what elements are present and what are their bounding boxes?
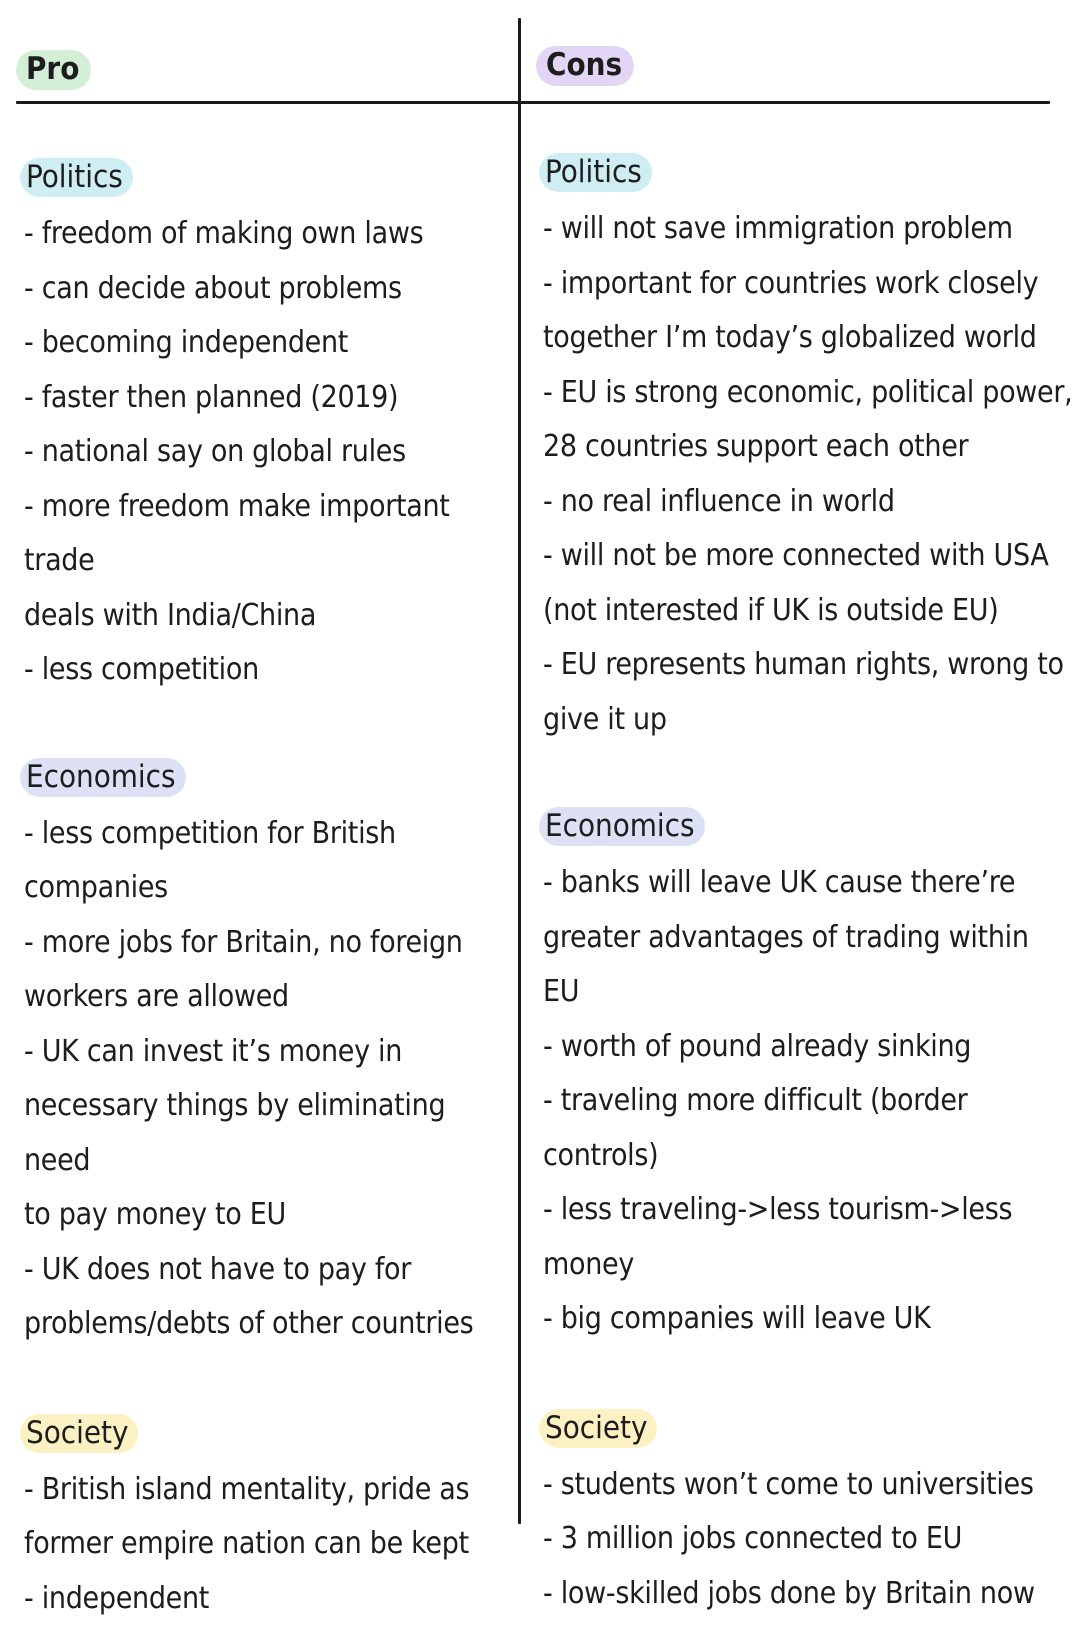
pro-column: [24, 158, 512, 1626]
pro-economics-section: [24, 758, 512, 1352]
bullet-line: - UK does not have to pay for: [24, 1243, 512, 1298]
cons-society-section: [543, 1409, 1073, 1622]
bullet-line: - EU represents human rights, wrong to: [543, 638, 1073, 693]
bullet-line: - traveling more difficult (border controls): [543, 1074, 1073, 1183]
bullet-line: money: [543, 1238, 1073, 1293]
cons-politics-section: [543, 153, 1073, 747]
bullet-line: - important for countries work closely: [543, 257, 1073, 312]
bullet-line: - freedom of making own laws: [24, 207, 512, 262]
bullet-line: - can decide about problems: [24, 262, 512, 317]
bullet-line: - faster then planned (2019): [24, 371, 512, 426]
pro-politics-title: Politics: [20, 158, 133, 197]
bullet-line: - no real influence in world: [543, 475, 1073, 530]
pro-economics-title: Economics: [20, 758, 186, 797]
bullet-line: - will not be more connected with USA: [543, 529, 1073, 584]
bullet-line: - becoming independent: [24, 316, 512, 371]
bullet-line: - British island mentality, pride as: [24, 1463, 512, 1518]
pro-politics-section: [24, 158, 512, 698]
pro-header: Pro: [16, 50, 91, 90]
pro-society-list: [24, 1463, 512, 1626]
bullet-line: - students won’t come to universities: [543, 1458, 1073, 1513]
bullet-line: - independent: [24, 1572, 512, 1626]
bullet-line: - big companies will leave UK: [543, 1292, 1073, 1347]
bullet-line: - will not save immigration problem: [543, 202, 1073, 257]
cons-economics-title: Economics: [539, 807, 705, 846]
bullet-line: - more jobs for Britain, no foreign: [24, 916, 512, 971]
cons-column: [543, 153, 1073, 1621]
bullet-line: problems/debts of other countries: [24, 1297, 512, 1352]
bullet-line: - less traveling->less tourism->less: [543, 1183, 1073, 1238]
bullet-line: - worth of pound already sinking: [543, 1020, 1073, 1075]
bullet-line: necessary things by eliminating need: [24, 1079, 512, 1188]
bullet-line: - low-skilled jobs done by Britain now: [543, 1567, 1073, 1622]
column-divider: [518, 18, 521, 1524]
bullet-line: give it up: [543, 693, 1073, 748]
cons-economics-list: [543, 856, 1073, 1347]
pro-society-title: Society: [20, 1414, 138, 1453]
pro-politics-list: [24, 207, 512, 698]
header-divider: [16, 101, 1050, 104]
bullet-line: - EU is strong economic, political power,: [543, 366, 1073, 421]
bullet-line: (not interested if UK is outside EU): [543, 584, 1073, 639]
cons-politics-list: [543, 202, 1073, 747]
bullet-line: deals with India/China: [24, 589, 512, 644]
cons-society-title: Society: [539, 1409, 657, 1448]
pro-economics-list: [24, 807, 512, 1352]
bullet-line: former empire nation can be kept: [24, 1517, 512, 1572]
bullet-line: to pay money to EU: [24, 1188, 512, 1243]
bullet-line: workers are allowed: [24, 970, 512, 1025]
bullet-line: - 3 million jobs connected to EU: [543, 1512, 1073, 1567]
bullet-line: - less competition for British: [24, 807, 512, 862]
bullet-line: - less competition: [24, 643, 512, 698]
bullet-line: - national say on global rules: [24, 425, 512, 480]
bullet-line: greater advantages of trading within EU: [543, 911, 1073, 1020]
bullet-line: together I’m today’s globalized world: [543, 311, 1073, 366]
bullet-line: - more freedom make important trade: [24, 480, 512, 589]
cons-society-list: [543, 1458, 1073, 1622]
cons-politics-title: Politics: [539, 153, 652, 192]
bullet-line: 28 countries support each other: [543, 420, 1073, 475]
pro-society-section: [24, 1414, 512, 1626]
cons-economics-section: [543, 807, 1073, 1347]
bullet-line: - banks will leave UK cause there’re: [543, 856, 1073, 911]
bullet-line: companies: [24, 861, 512, 916]
bullet-line: - UK can invest it’s money in: [24, 1025, 512, 1080]
cons-header: Cons: [536, 46, 634, 86]
